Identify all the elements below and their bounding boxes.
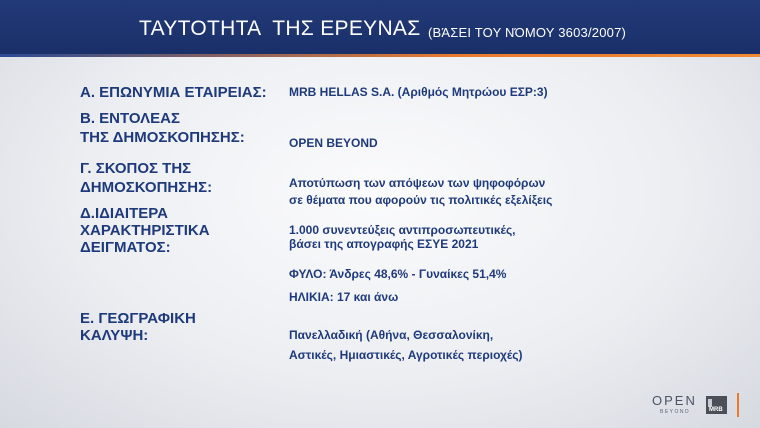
page-subtitle: (ΒΆΣΕΙ ΤΟΥ ΝΌΜΟΥ 3603/2007) bbox=[428, 25, 627, 40]
value-coverage-line2: Αστικές, Ημιαστικές, Αγροτικές περιοχές) bbox=[289, 348, 523, 362]
mrb-logo-text: MRB bbox=[709, 407, 723, 413]
header-accent-rule bbox=[0, 54, 760, 57]
value-sample-line1: 1.000 συνεντεύξεις αντιπροσωπευτικές, bbox=[289, 223, 516, 237]
value-coverage-line1: Πανελλαδική (Αθήνα, Θεσσαλονίκη, bbox=[289, 328, 494, 342]
label-sample-line3: ΔΕΙΓΜΑΤΟΣ: bbox=[80, 239, 171, 256]
open-logo: OPEN bbox=[652, 393, 697, 408]
value-client: OPEN BEYOND bbox=[289, 136, 378, 150]
label-company: Α. ΕΠΩΝΥΜΙΑ ΕΤΑΙΡΕΙΑΣ: bbox=[80, 84, 267, 101]
value-purpose-line2: σε θέματα που αφορούν τις πολιτικές εξελίξεις bbox=[289, 193, 553, 207]
beyond-logo-text: BEYOND bbox=[660, 409, 691, 415]
label-purpose-line1: Γ. ΣΚΟΠΟΣ ΤΗΣ bbox=[80, 160, 192, 177]
value-sample-line2: βάσει της απογραφής ΕΣΥΕ 2021 bbox=[289, 237, 479, 251]
value-company: MRB HELLAS S.A. (Αριθμός Μητρώου ΕΣΡ:3) bbox=[289, 85, 548, 99]
label-sample-line2: ΧΑΡΑΚΤΗΡΙΣΤΙΚΑ bbox=[80, 222, 210, 239]
label-coverage-line2: ΚΑΛΥΨΗ: bbox=[80, 327, 149, 344]
label-coverage-line1: Ε. ΓΕΩΓΡΑΦΙΚΗ bbox=[80, 310, 196, 327]
mrb-logo bbox=[706, 396, 727, 414]
label-sample-line1: Δ.ΙΔΙΑΙΤΕΡΑ bbox=[80, 205, 168, 222]
label-client-line1: Β. ΕΝΤΟΛΕΑΣ bbox=[80, 110, 181, 127]
mrb-logo-mark bbox=[708, 399, 712, 407]
logo-accent-bar bbox=[737, 393, 739, 417]
value-gender: ΦΥΛΟ: Άνδρες 48,6% - Γυναίκες 51,4% bbox=[289, 267, 507, 281]
value-purpose-line1: Αποτύπωση των απόψεων των ψηφοφόρων bbox=[289, 176, 546, 190]
label-client-line2: ΤΗΣ ΔΗΜΟΣΚΟΠΗΣΗΣ: bbox=[80, 129, 245, 146]
page-title: ΤΑΥΤΟΤΗΤΑ ΤΗΣ ΕΡΕΥΝΑΣ bbox=[139, 17, 421, 40]
value-age: ΗΛΙΚΙΑ: 17 και άνω bbox=[289, 290, 399, 304]
label-purpose-line2: ΔΗΜΟΣΚΟΠΗΣΗΣ: bbox=[80, 179, 213, 196]
